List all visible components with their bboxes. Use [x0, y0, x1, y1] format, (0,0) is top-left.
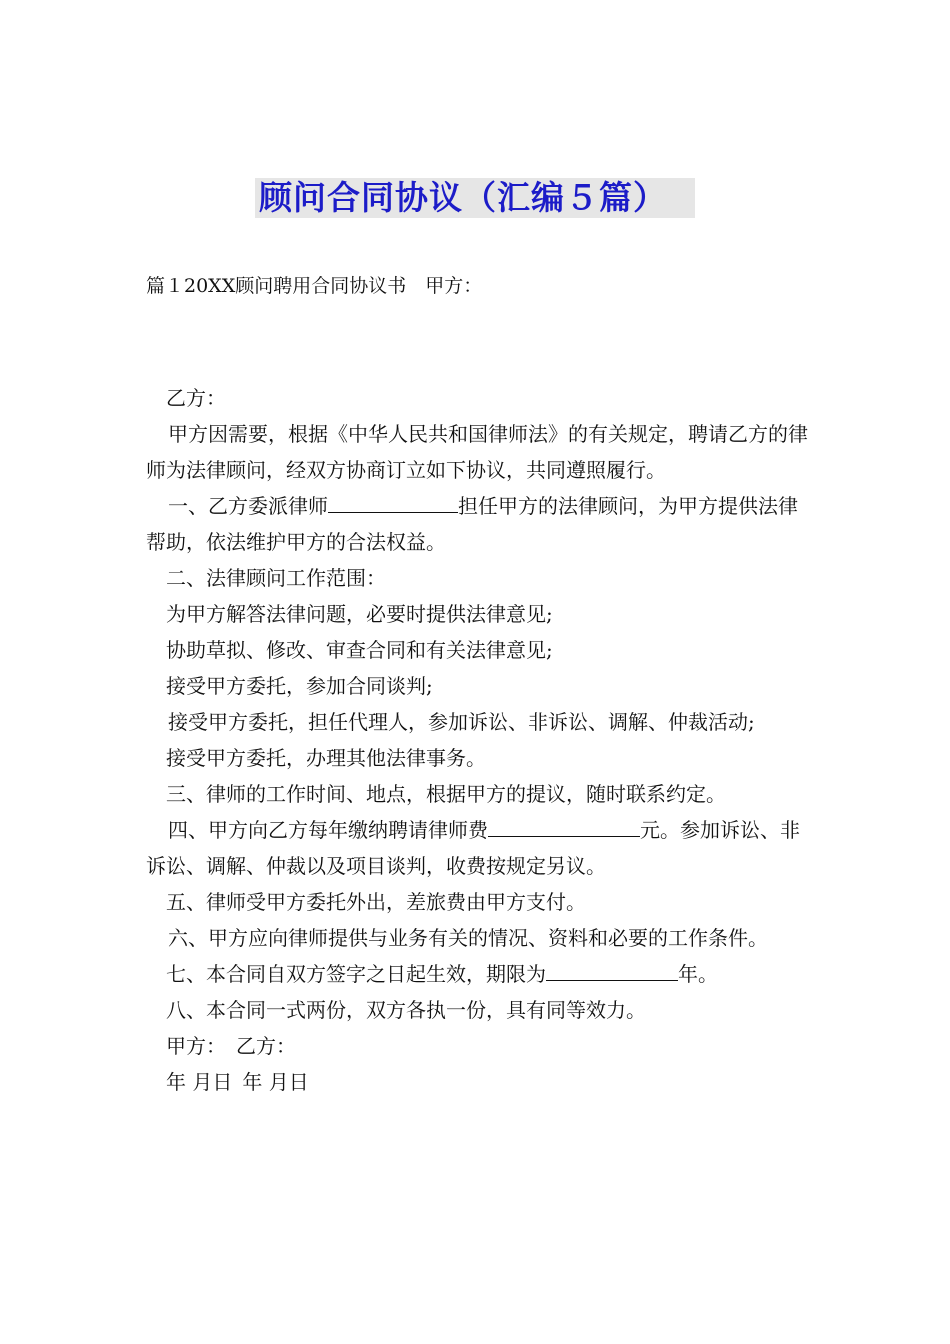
- clause-1-text-a: 一、乙方委派律师: [168, 494, 328, 518]
- scope-item-1: 为甲方解答法律问题，必要时提供法律意见;: [166, 602, 553, 626]
- party-b-line: 乙方：: [166, 386, 226, 410]
- title-wrap: [0, 178, 950, 218]
- signature-party-a: 甲方：: [166, 1034, 226, 1058]
- clause-3: 三、律师的工作时间、地点，根据甲方的提议，随时联系约定。: [166, 782, 726, 806]
- clause-1: [146, 488, 812, 560]
- scope-item-4: 接受甲方委托，担任代理人，参加诉讼、非诉讼、调解、仲裁活动;: [168, 710, 755, 734]
- scope-item-5: 接受甲方委托，办理其他法律事务。: [166, 746, 486, 770]
- lawyer-name-blank: [328, 494, 458, 513]
- intro-paragraph: 甲方因需要，根据《中华人民共和国律师法》的有关规定，聘请乙方的律师为法律顾问，经双方协商订立如下协议，共同遵照履行。: [146, 422, 808, 482]
- date-line: [146, 1064, 812, 1100]
- signature-party-b: 乙方：: [236, 1034, 296, 1058]
- date-party-a: 年 月日: [166, 1070, 233, 1094]
- clause-7-text-a: 七、本合同自双方签字之日起生效，期限为: [166, 962, 546, 986]
- signature-line: [146, 1028, 812, 1064]
- clause-5: 五、律师受甲方委托外出，差旅费由甲方支付。: [166, 890, 586, 914]
- clause-1-text-b: 担任甲方的法律顾问，为甲方提供法律帮助，依法维护甲方的合法权益。: [146, 494, 798, 554]
- clause-7: [146, 956, 812, 992]
- date-party-b: 年 月日: [242, 1070, 309, 1094]
- document-title: 顾问合同协议（汇编５篇）: [255, 178, 695, 218]
- clause-2: 二、法律顾问工作范围：: [166, 566, 386, 590]
- section-heading: 篇１20XX顾问聘用合同协议书 甲方：: [146, 275, 483, 297]
- clause-8: 八、本合同一式两份，双方各执一份，具有同等效力。: [166, 998, 646, 1022]
- clause-6: 六、甲方应向律师提供与业务有关的情况、资料和必要的工作条件。: [168, 926, 768, 950]
- scope-item-2: 协助草拟、修改、审查合同和有关法律意见;: [166, 638, 553, 662]
- clause-4: [146, 812, 812, 884]
- clause-4-text-a: 四、甲方向乙方每年缴纳聘请律师费: [168, 818, 488, 842]
- clause-7-text-b: 年。: [678, 962, 718, 986]
- fee-blank: [488, 818, 640, 837]
- scope-item-3: 接受甲方委托，参加合同谈判;: [166, 674, 433, 698]
- contract-body: [146, 380, 812, 1100]
- term-blank: [546, 962, 678, 981]
- clause-4-text-b: 元。参加诉讼、非诉讼、调解、仲裁以及项目谈判，收费按规定另议。: [146, 818, 800, 878]
